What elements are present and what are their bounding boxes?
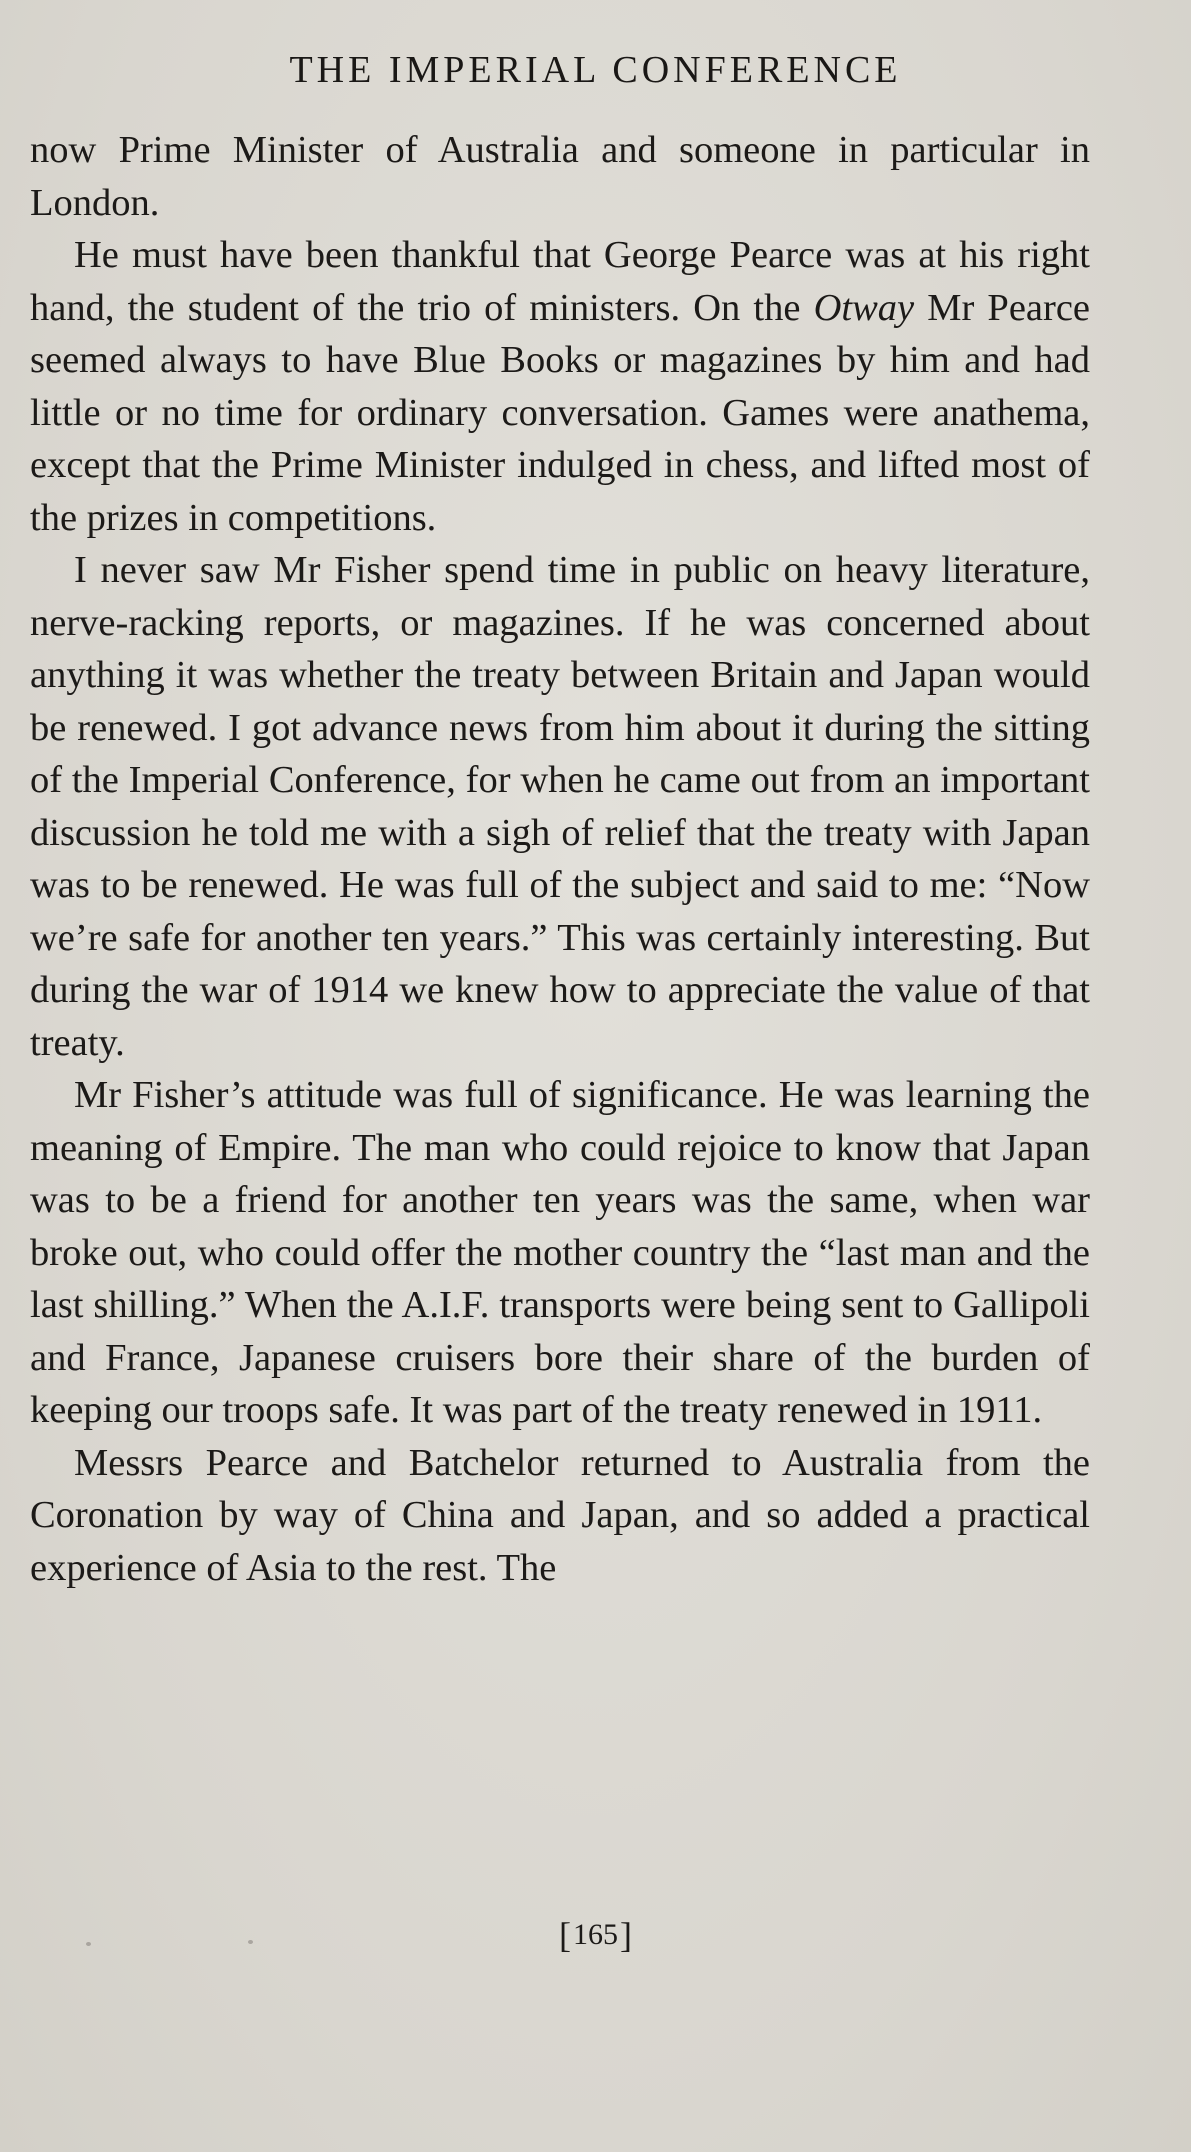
paragraph-5: Messrs Pearce and Batchelor returned to Australia from the Coronation by way of China and Japan, and so added a practical experience of Asia to the rest. The: [30, 1441, 1090, 1589]
body-text: [30, 124, 1090, 1594]
running-head: THE IMPERIAL CONFERENCE: [289, 49, 902, 91]
ship-name-otway: Otway: [813, 286, 915, 329]
folio-close-bracket: ]: [620, 1915, 632, 1955]
paragraph-3: I never saw Mr Fisher spend time in public on heavy literature, nerve-racking reports, or magazines. If he was concerned about anything it was whether the treaty between Britain and Japan would be renewed. I got advance news from him about it during the sitting of the Imperial Conference, for when he came out from an important discussion he told me with a sigh of relief that the treaty with Japan was to be renewed. He was full of the subject and said to me: “Now we’re safe for another ten years.” This was certainly interesting. But during the war of 1914 we knew how to appreciate the value of that treaty.: [30, 549, 1090, 1064]
paragraph-4: Mr Fisher’s attitude was full of significance. He was learning the meaning of Empire. The man who could rejoice to know that Japan was to be a friend for another ten years was the same, when war broke out, who could offer the mother country the “last man and the last shilling.” When the A.I.F. transports were being sent to Gallipoli and France, Japanese cruisers bore their share of the burden of keeping our troops safe. It was part of the treaty renewed in 1911.: [30, 1074, 1090, 1431]
paper-speck: [86, 1942, 91, 1946]
paragraph-1: now Prime Minister of Australia and someone in particular in London.: [30, 129, 1090, 224]
paper-speck: [248, 1940, 253, 1944]
page-number: [0, 1914, 1191, 1956]
folio-open-bracket: [: [559, 1915, 571, 1955]
folio-number: 165: [573, 1918, 618, 1951]
paragraph-2-lead: He must have been thankful that George Pearce was at his right hand, the student of the trio of ministers. On the: [30, 234, 1090, 329]
paragraph-2: [30, 229, 1090, 544]
paragraph-2-rest: Mr Pearce seemed always to have Blue Books or magazines by him and had little or no time for ordinary conversation. Games were anathema, except that the Prime Minister indulged in chess, and lifted most of the prizes in competitions.: [30, 286, 1090, 539]
